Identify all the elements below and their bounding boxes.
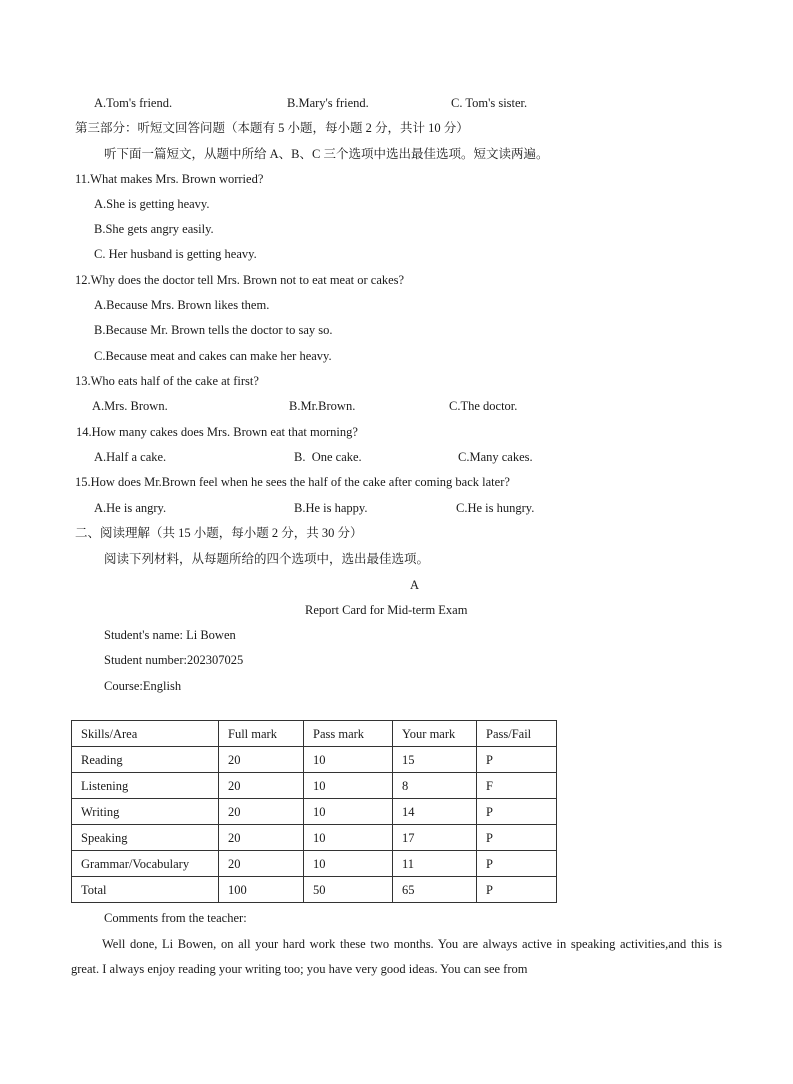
report-card-table	[71, 720, 557, 903]
table-header-cell: Skills/Area	[72, 721, 219, 747]
table-cell: 20	[219, 773, 304, 799]
table-cell: 20	[219, 851, 304, 877]
table-cell: Speaking	[72, 825, 219, 851]
q10-option-c: C. Tom's sister.	[451, 96, 528, 110]
table-cell: 8	[393, 773, 477, 799]
question-14-option-a: A.Half a cake.	[94, 450, 167, 464]
table-cell: Writing	[72, 799, 219, 825]
question-11-option-a: A.She is getting heavy.	[94, 197, 210, 211]
table-cell: Total	[72, 877, 219, 903]
table-header-row	[72, 721, 557, 747]
q10-option-a: A.Tom's friend.	[94, 96, 173, 110]
table-cell: 20	[219, 799, 304, 825]
section2-heading: 二、阅读理解（共 15 小题，每小题 2 分，共 30 分）	[75, 526, 363, 540]
table-cell: 14	[393, 799, 477, 825]
question-13-option-a: A.Mrs. Brown.	[92, 399, 168, 413]
table-cell: 11	[393, 851, 477, 877]
table-cell: Listening	[72, 773, 219, 799]
question-14-option-b: B. One cake.	[294, 450, 362, 464]
comments-body: Well done, Li Bowen, on all your hard work these two months. You are always active in speaking activities,and this is great. I always enjoy reading your writing too; you have very good ideas. You can see from	[71, 937, 722, 976]
table-cell: P	[477, 747, 557, 773]
table-cell: P	[477, 851, 557, 877]
question-12-option-c: C.Because meat and cakes can make her heavy.	[94, 349, 332, 363]
question-15-option-c: C.He is hungry.	[456, 501, 535, 515]
table-cell: 20	[219, 747, 304, 773]
table-cell: 10	[304, 825, 393, 851]
student-name-line: Student's name: Li Bowen	[104, 628, 236, 642]
table-cell: 50	[304, 877, 393, 903]
table-total-row	[72, 877, 557, 903]
question-12-option-a: A.Because Mrs. Brown likes them.	[94, 298, 270, 312]
question-14-option-c: C.Many cakes.	[458, 450, 533, 464]
course-line: Course:English	[104, 679, 182, 693]
question-13-stem: 13.Who eats half of the cake at first?	[75, 374, 259, 388]
table-header-cell: Your mark	[393, 721, 477, 747]
table-cell: 15	[393, 747, 477, 773]
table-cell: 10	[304, 773, 393, 799]
passage-letter: A	[410, 578, 420, 592]
table-header-cell: Full mark	[219, 721, 304, 747]
table-cell: 10	[304, 799, 393, 825]
table-row	[72, 773, 557, 799]
table-cell: 10	[304, 747, 393, 773]
question-12-option-b: B.Because Mr. Brown tells the doctor to say so.	[94, 323, 333, 337]
table-cell: Grammar/Vocabulary	[72, 851, 219, 877]
question-15-stem: 15.How does Mr.Brown feel when he sees the half of the cake after coming back later?	[75, 475, 510, 489]
question-15-option-b: B.He is happy.	[294, 501, 368, 515]
table-cell: 20	[219, 825, 304, 851]
section2-instruction: 阅读下列材料，从每题所给的四个选项中，选出最佳选项。	[104, 552, 430, 566]
student-number-line: Student number:202307025	[104, 653, 244, 667]
question-13-option-b: B.Mr.Brown.	[289, 399, 356, 413]
table-row	[72, 825, 557, 851]
question-11-option-c: C. Her husband is getting heavy.	[94, 247, 257, 261]
table-header-cell: Pass/Fail	[477, 721, 557, 747]
table-cell: P	[477, 877, 557, 903]
comments-label: Comments from the teacher:	[104, 911, 247, 925]
table-cell: P	[477, 799, 557, 825]
table-cell: 100	[219, 877, 304, 903]
table-cell: F	[477, 773, 557, 799]
table-cell: 17	[393, 825, 477, 851]
table-row	[72, 799, 557, 825]
table-row	[72, 851, 557, 877]
passage-title: Report Card for Mid-term Exam	[305, 603, 468, 617]
question-15-option-a: A.He is angry.	[94, 501, 167, 515]
table-cell: Reading	[72, 747, 219, 773]
table-row	[72, 747, 557, 773]
part3-instruction: 听下面一篇短文，从题中所给 A、B、C 三个选项中选出最佳选项。短文读两遍。	[104, 147, 549, 161]
table-header-cell: Pass mark	[304, 721, 393, 747]
question-11-stem: 11.What makes Mrs. Brown worried?	[75, 172, 264, 186]
q10-option-b: B.Mary's friend.	[287, 96, 369, 110]
question-12-stem: 12.Why does the doctor tell Mrs. Brown not to eat meat or cakes?	[75, 273, 405, 287]
table-cell: 10	[304, 851, 393, 877]
question-13-option-c: C.The doctor.	[449, 399, 518, 413]
question-11-option-b: B.She gets angry easily.	[94, 222, 214, 236]
question-14-stem: 14.How many cakes does Mrs. Brown eat that morning?	[76, 425, 358, 439]
table-cell: P	[477, 825, 557, 851]
part3-heading: 第三部分：听短文回答问题（本题有 5 小题，每小题 2 分，共计 10 分）	[75, 121, 469, 135]
table-cell: 65	[393, 877, 477, 903]
